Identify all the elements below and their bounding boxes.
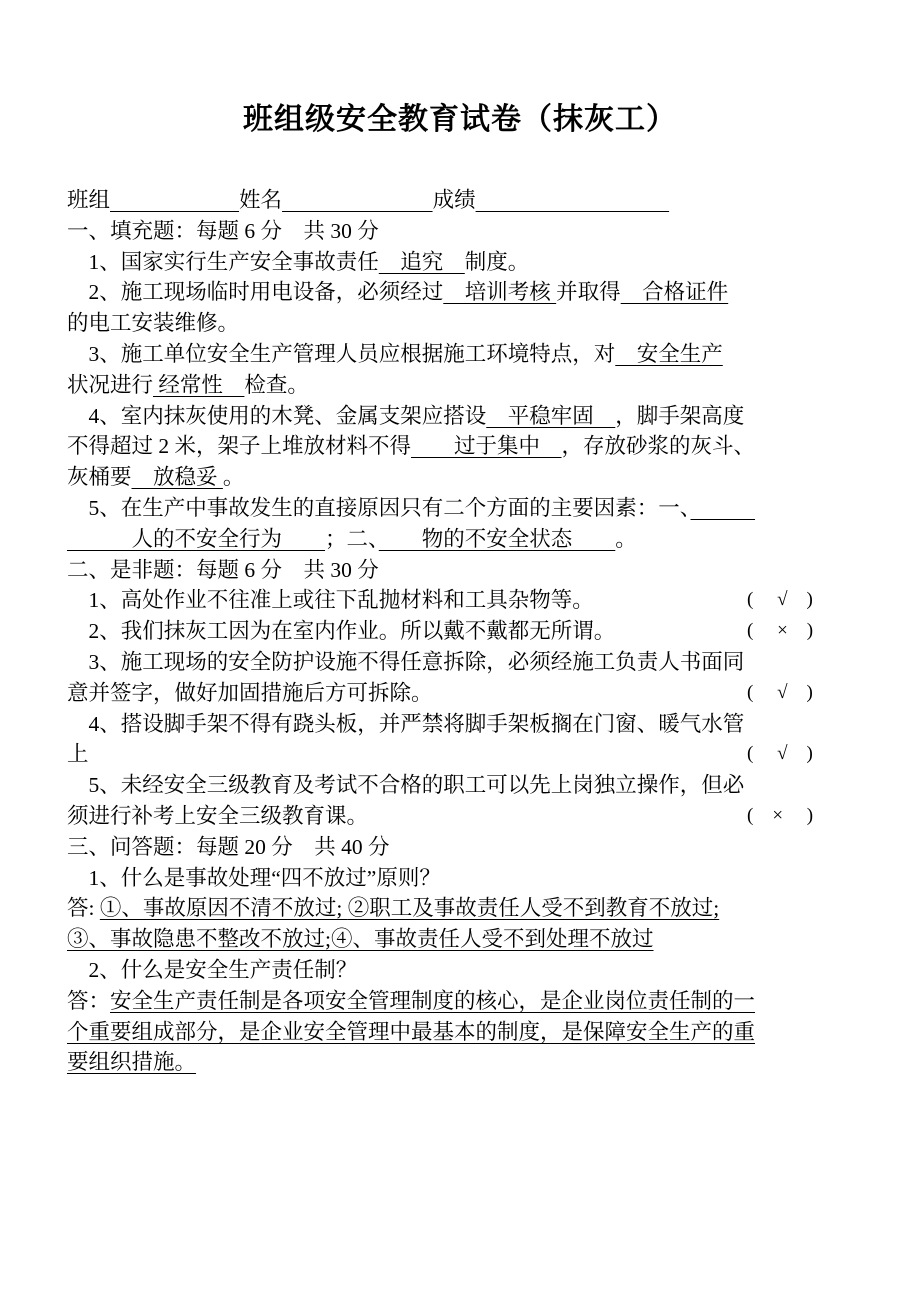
answer-fill: 经常性 <box>153 372 245 397</box>
answer-fill: 培训考核 <box>443 280 557 305</box>
text-line <box>67 216 857 247</box>
text-line <box>67 924 857 955</box>
answer-mark: ( × ) <box>747 804 814 826</box>
text-line <box>67 339 857 370</box>
answer-fill: 放稳妥 <box>131 465 223 490</box>
answer-mark: ( √ ) <box>747 589 813 611</box>
text-segment: ，脚手架高度 <box>615 403 745 428</box>
answer-fill: 安全生产 <box>615 341 723 366</box>
text-line <box>67 462 857 493</box>
text-line <box>67 185 857 216</box>
text-segment: 的电工安装维修。 <box>67 311 240 336</box>
text-segment: 须进行补考上安全三级教育课。 <box>67 803 369 828</box>
text-segment: 二、是非题：每题 6 分 共 30 分 <box>67 557 379 582</box>
text-line <box>67 709 857 740</box>
answer-fill <box>476 188 670 212</box>
text-segment: 2、我们抹灰工因为在室内作业。所以戴不戴都无所谓。 <box>67 619 616 644</box>
text-segment: 。 <box>222 465 245 490</box>
text-segment: 不得超过 2 米，架子上堆放材料不得 <box>67 434 412 459</box>
text-segment: 4、搭设脚手架不得有跷头板，并严禁将脚手架板搁在门窗、暖气水管 <box>67 711 745 736</box>
text-segment: 三、问答题：每题 20 分 共 40 分 <box>67 834 390 859</box>
text-line <box>67 893 857 924</box>
text-segment: 成绩 <box>432 188 476 212</box>
text-line <box>67 585 857 616</box>
text-line <box>67 863 857 894</box>
answer-fill: ②职工及事故责任人受不到教育不放过; <box>347 896 720 921</box>
text-segment: 答: <box>67 896 100 921</box>
text-segment: 上 <box>67 742 89 767</box>
text-line <box>67 493 857 524</box>
text-segment: 2、施工现场临时用电设备，必须经过 <box>67 280 444 305</box>
text-segment: 3、施工现场的安全防护设施不得任意拆除，必须经施工负责人书面同 <box>67 649 745 674</box>
answer-fill: 个重要组成部分，是企业安全管理中最基本的制度，是保障安全生产的重 <box>67 1019 756 1044</box>
text-line <box>67 308 857 339</box>
text-line <box>67 986 857 1017</box>
text-line <box>67 401 857 432</box>
answer-mark: ( √ ) <box>747 743 813 765</box>
text-segment: ；二、 <box>325 526 379 551</box>
answer-fill <box>282 188 433 212</box>
text-line <box>67 801 857 832</box>
text-line <box>67 770 857 801</box>
text-segment: 意并签字，做好加固措施后方可拆除。 <box>67 680 433 705</box>
answer-mark: ( √ ) <box>747 681 813 703</box>
answer-fill: 安全生产责任制是各项安全管理制度的核心，是企业岗位责任制的一 <box>110 988 756 1013</box>
text-segment: 3、施工单位安全生产管理人员应根据施工环境特点，对 <box>67 341 616 366</box>
answer-fill: 合格证件 <box>620 280 729 305</box>
text-segment: 灰桶要 <box>67 465 132 490</box>
text-segment: 1、什么是事故处理“四不放过”原则？ <box>67 865 441 890</box>
answer-fill: ①、事故原因不清不放过; <box>99 896 348 921</box>
answer-fill: 过于集中 <box>411 434 562 459</box>
answer-fill: 平稳牢固 <box>486 403 616 428</box>
answer-fill: 人的不安全行为 <box>67 526 326 551</box>
text-segment: 制度。 <box>464 249 530 274</box>
text-line <box>67 555 857 586</box>
text-line <box>67 832 857 863</box>
answer-mark: ( × ) <box>747 620 814 642</box>
text-segment: 1、高处作业不往准上或往下乱抛材料和工具杂物等。 <box>67 588 594 613</box>
page-title: 班组级安全教育试卷（抹灰工） <box>243 103 677 136</box>
text-line <box>67 1047 857 1078</box>
text-segment: 2、什么是安全生产责任制？ <box>67 957 358 982</box>
text-segment: 并取得 <box>556 280 621 305</box>
text-line <box>67 524 857 555</box>
answer-fill: 物的不安全状态 <box>378 526 616 551</box>
text-segment: 状况进行 <box>67 372 154 397</box>
text-line <box>67 247 857 278</box>
text-segment: 4、室内抹灰使用的木凳、金属支架应搭设 <box>67 403 487 428</box>
text-line <box>67 277 857 308</box>
text-segment: ，存放砂浆的灰斗、 <box>561 434 756 459</box>
text-line <box>67 431 857 462</box>
text-line <box>67 739 857 770</box>
exam-body <box>67 185 857 1078</box>
text-line <box>67 955 857 986</box>
text-segment: 答： <box>67 988 111 1013</box>
text-segment: 检查。 <box>244 372 309 397</box>
answer-fill <box>691 496 756 520</box>
text-line <box>67 370 857 401</box>
text-segment: 一、填充题：每题 6 分 共 30 分 <box>67 218 379 243</box>
text-segment: 姓名 <box>239 188 283 212</box>
answer-fill: ④、事故责任人受不到处理不放过 <box>330 927 654 952</box>
text-segment: 。 <box>615 526 637 551</box>
answer-fill: 要组织措施。 <box>67 1050 197 1075</box>
answer-fill <box>110 188 239 212</box>
answer-fill: ③、事故隐患不整改不放过; <box>67 927 331 952</box>
text-line <box>67 647 857 678</box>
text-segment: 班组 <box>67 188 111 212</box>
text-line <box>67 616 857 647</box>
text-segment: 5、未经安全三级教育及考试不合格的职工可以先上岗独立操作，但必 <box>67 773 745 798</box>
text-segment: 1、国家实行生产安全事故责任 <box>67 249 379 274</box>
text-segment: 5、在生产中事故发生的直接原因只有二个方面的主要因素：一、 <box>67 495 691 520</box>
text-line <box>67 678 857 709</box>
text-line <box>67 1017 857 1048</box>
answer-fill: 追究 <box>378 249 465 274</box>
